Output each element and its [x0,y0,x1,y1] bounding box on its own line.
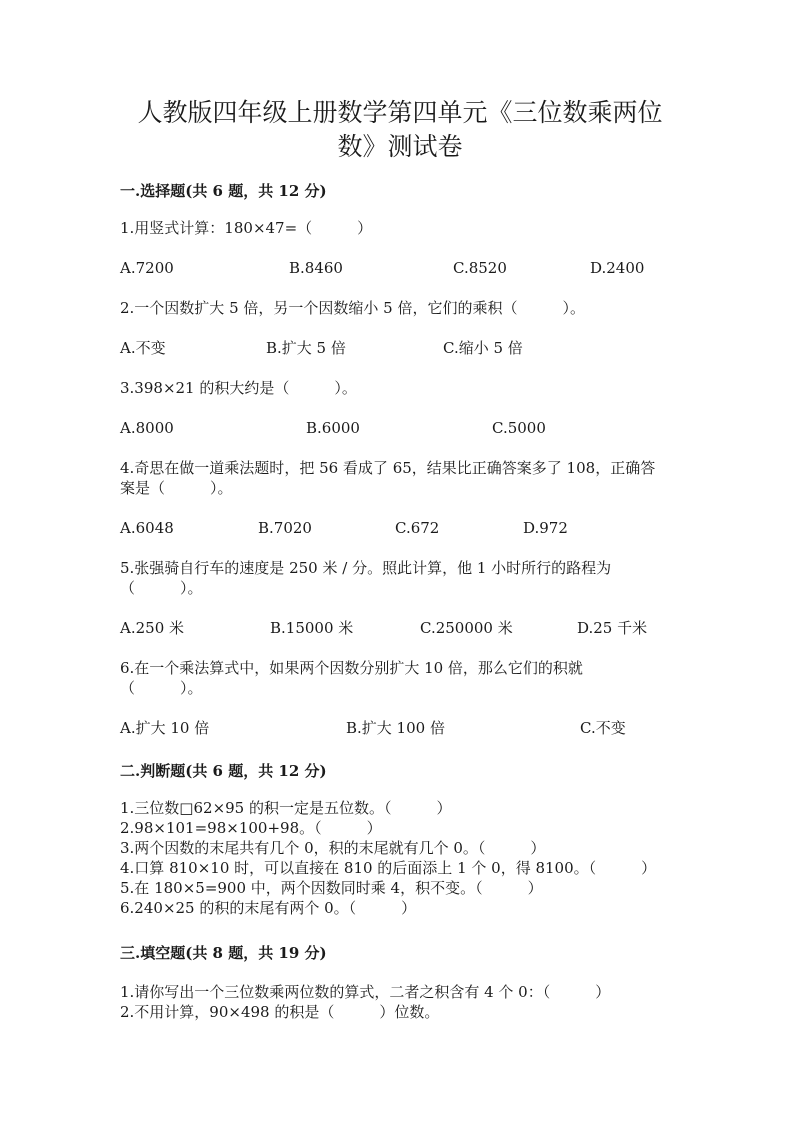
option-b: B.扩大 5 倍 [266,339,346,357]
option-a: A.8000 [120,419,174,437]
judgment-item: 3.两个因数的末尾共有几个 0，积的末尾就有几个 0。（ ） [120,839,546,857]
question-stem-cont: 案是（ ）。 [120,479,233,497]
option-c: C.不变 [580,719,626,737]
option-b: B.扩大 100 倍 [346,719,445,737]
option-c: C.5000 [492,419,546,437]
option-b: B.6000 [306,419,360,437]
section-heading-fill: 三.填空题(共 8 题，共 19 分) [120,944,327,962]
question-stem: 6.在一个乘法算式中，如果两个因数分别扩大 10 倍，那么它们的积就 [120,659,583,677]
question-stem: 2.一个因数扩大 5 倍，另一个因数缩小 5 倍，它们的乘积（ ）。 [120,299,585,317]
option-b: B.8460 [289,259,343,277]
option-a: A.6048 [120,519,174,537]
question-stem: 1.用竖式计算：180×47=（ ） [120,219,373,237]
fill-item: 2.不用计算，90×498 的积是（ ）位数。 [120,1003,440,1021]
judgment-item: 4.口算 810×10 时，可以直接在 810 的后面添上 1 个 0，得 8100。（ ） [120,859,657,877]
option-a: A.7200 [120,259,174,277]
section-heading-choice: 一.选择题(共 6 题，共 12 分) [120,182,327,200]
fill-item: 1.请你写出一个三位数乘两位数的算式，二者之积含有 4 个 0：（ ） [120,983,611,1001]
question-stem: 3.398×21 的积大约是（ ）。 [120,379,357,397]
option-d: D.2400 [590,259,645,277]
question-stem-cont: （ ）。 [120,579,203,597]
judgment-item: 5.在 180×5=900 中，两个因数同时乘 4，积不变。（ ） [120,879,543,897]
judgment-item: 1.三位数□62×95 的积一定是五位数。（ ） [120,799,452,817]
section-heading-judgment: 二.判断题(共 6 题，共 12 分) [120,762,327,780]
option-a: A.扩大 10 倍 [120,719,210,737]
option-c: C.672 [395,519,440,537]
option-c: C.8520 [453,259,507,277]
page-title-line2: 数》测试卷 [337,132,463,161]
option-d: D.972 [523,519,568,537]
judgment-item: 2.98×101=98×100+98。（ ） [120,819,382,837]
option-a: A.250 米 [120,619,184,637]
question-stem: 4.奇思在做一道乘法题时，把 56 看成了 65，结果比正确答案多了 108，正确答 [120,459,656,477]
question-stem-cont: （ ）。 [120,679,203,697]
option-a: A.不变 [120,339,166,357]
option-b: B.15000 米 [270,619,354,637]
option-b: B.7020 [258,519,312,537]
option-c: C.缩小 5 倍 [443,339,523,357]
option-c: C.250000 米 [420,619,513,637]
judgment-item: 6.240×25 的积的末尾有两个 0。（ ） [120,899,417,917]
option-d: D.25 千米 [577,619,648,637]
page-title-line1: 人教版四年级上册数学第四单元《三位数乘两位 [137,98,663,127]
question-stem: 5.张强骑自行车的速度是 250 米 / 分。照此计算，他 1 小时所行的路程为 [120,559,612,577]
